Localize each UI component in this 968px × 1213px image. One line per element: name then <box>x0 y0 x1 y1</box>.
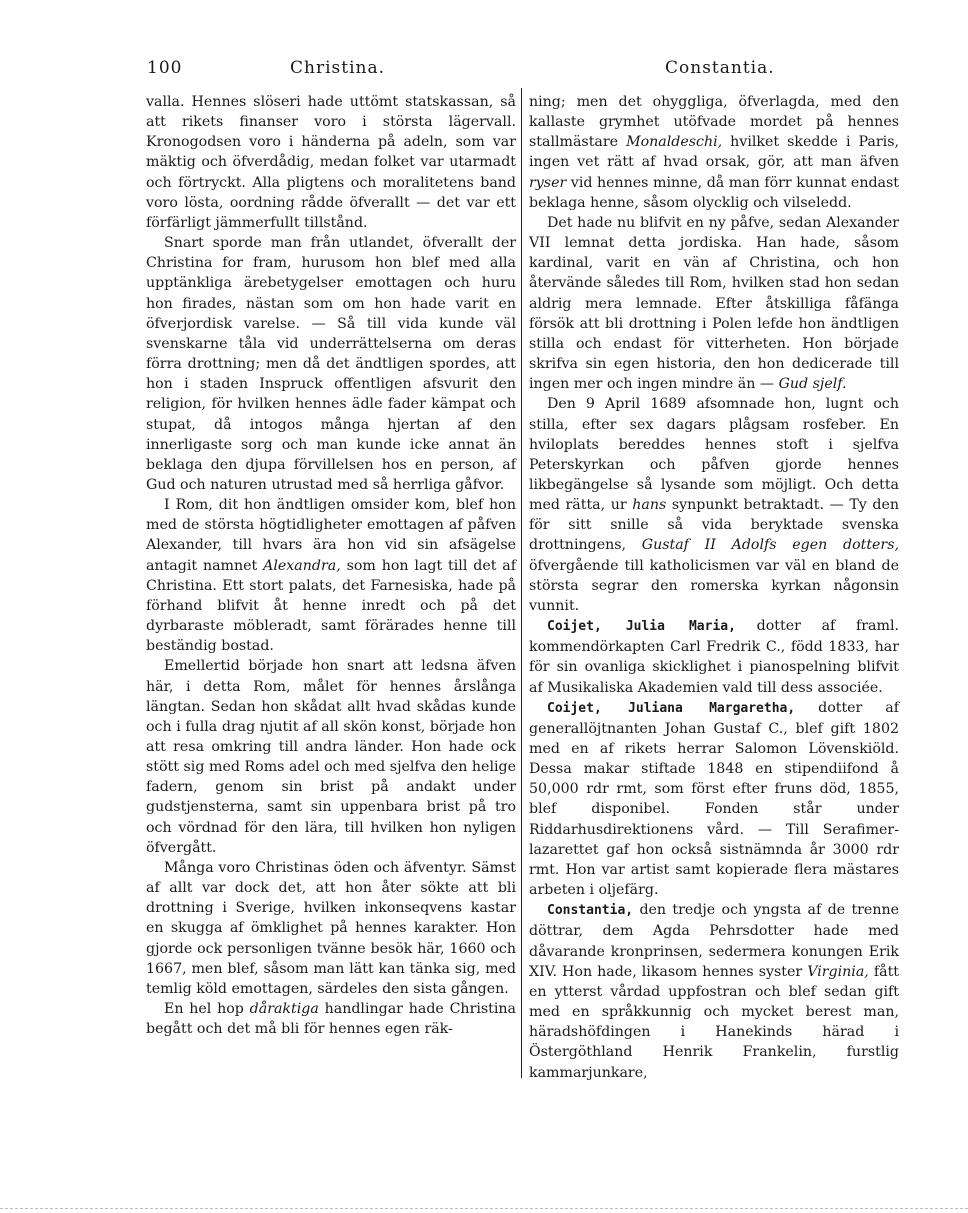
paragraph <box>146 495 516 656</box>
text-run: Många voro Christinas öden och äfventyr. Sämst af allt var dock det, att hon åter sökte att bli drottning i Sverige, hvilken inkonseqvens kastar en skugga af ömklighet på hennes karakter. Hon gjorde ock personligen tvänne besök här, 1660 och 1667, men blef, såsom man lätt kan tänka sig, med temlig köld emottagen, särdeles den sista gången. <box>146 859 516 997</box>
text-run: den tredje och yngsta af de trenne döttrar, dem Agda Pehrsdotter hade med dåvarande kronprinsen, sedermera konungen Erik XIV. Hon hade, likasom hennes syster <box>529 902 899 980</box>
italic-phrase: ryser <box>529 174 567 191</box>
text-run: Snart sporde man från utlandet, öfverallt der Christina for fram, hurusom hon blef med alla upptänkliga ärebetygelser emottagen och huru hon firades, nästan som om hon hade varit en öfverjordisk varelse. — Så till vida kunde väl svenskarne tåla vid underrättelserna om deras förra drottning; men då det ändtligen spordes, att hon i staden Inspruck offentligen afsvurit den religion, för hvilken hennes ädle fader kämpat och stupat, då intogos många hjertan af den innerligaste sorg och man kunde icke annat än beklaga den djupa förvillelsen hos en person, af Gud och naturen utrustad med så herrliga gåfvor. <box>146 235 516 493</box>
page-edge-rule <box>0 1208 968 1210</box>
text-run: som hon lagt till det af Christina. Ett stort palats, det Farnesiska, hade på förhand blifvit åt henne inredt och på det dyrbaraste möbleradt, samt förärades henne till beständig bostad. <box>146 557 516 655</box>
paragraph <box>529 92 899 213</box>
entry-constantia <box>529 900 899 1082</box>
text-run: I Rom, dit hon ändtligen omsider kom, blef hon med de största högtidligheter emottagen af påfven Alexander, till hvars ära hon vid sin afsägelse antagit namnet <box>146 497 516 574</box>
italic-phrase: Gud sjelf. <box>778 376 847 393</box>
italic-phrase: Virginia, <box>807 963 869 980</box>
text-run: Det hade nu blifvit en ny påfve, sedan Alexander VII lemnat detta jordiska. Han hade, såsom kardinal, varit en vän af Christina, och hon återvände således till Rom, hvilken stad hon sedan aldrig mera lemnade. Efter åtskilliga fåfänga försök att bli drottning i Polen lefde hon ändtligen stilla och endast för vitterheten. Hon började skrifva sin egen historia, den hon dedicerade till ingen mer och ingen mindre än — <box>529 214 899 393</box>
running-head-right: Constantia. <box>665 58 775 78</box>
paragraph <box>146 858 516 999</box>
text-run: fått en ytterst vårdad uppfostran och blef sedan gift med en språkkunnig och mycket berest man, häradshöfdingen i Hanekinds härad i Östergöthland Henrik Frankelin, furstlig kammarjunkare, <box>529 963 899 1081</box>
entry-coijet-juliana-margaretha <box>529 698 899 901</box>
paragraph <box>146 999 516 1039</box>
running-head-left: Christina. <box>290 58 385 78</box>
italic-phrase: dåraktiga <box>249 1001 319 1018</box>
paragraph <box>146 233 516 495</box>
italic-phrase: Monaldeschi, <box>626 134 723 151</box>
text-run: dotter af generallöjtnanten Johan Gustaf C., blef gift 1802 med en af rikets herrar Salomon Lövenskiöld. Dessa makar stiftade 1848 en stipendiifond å 50,000 rdr rmt, som först efter fruns död, 1855, blef disponibel. Fonden står under Riddarhusdirektionens vård. — Till Serafimer-lazarettet gaf hon också sistnämnda år 3000 rdr rmt. Hon var artist samt kopierade flera mästares arbeten i oljefärg. <box>529 699 899 899</box>
column-divider <box>521 88 522 1078</box>
text-run: Den 9 April 1689 afsomnade hon, lugnt och stilla, efter sex dagars plågsam rosfeber. En hviloplats bereddes hennes stoft i sjelfva Peterskyrkan och påfven gjorde hennes likbegängelse så lysande som möjligt. Och detta med rätta, ur <box>529 396 899 514</box>
right-text-column <box>529 92 899 1083</box>
entry-headword: Coijet, Julia Maria, <box>547 619 736 635</box>
text-run: dotter af framl. kommendörkapten Carl Fredrik C., född 1833, har för sin ovanliga skicklighet i pianospelning blifvit af Musikaliska Akademien vald till dess associée. <box>529 618 899 696</box>
text-run: handlingar hade Christina begått och det må bli för hennes egen räk- <box>146 1001 516 1038</box>
entry-headword: Coijet, Juliana Margaretha, <box>547 700 796 716</box>
page-number: 100 <box>147 58 183 78</box>
paragraph <box>529 213 899 394</box>
text-run: hvilket skedde i Paris, ingen vet rätt af hvad orsak, gör, att man äfven <box>529 134 899 171</box>
text-run: Emellertid började hon snart att ledsna äfven här, i detta Rom, målet för hennes årslånga längtan. Sedan hon skådat allt hvad skådas kunde och i fulla drag njutit af all skön konst, började hon att resa omkring till andra länder. Hon hade ock stött sig med Roms adel och med sjelfva den helige fadern, genom sin brist på andakt under gudstjensterna, samt sin uppenbara brist på tro och vördnad för den lära, till hvilken hon nyligen öfvergått. <box>146 658 516 856</box>
paragraph <box>146 92 516 233</box>
italic-phrase: hans <box>632 497 667 514</box>
entry-coijet-julia-maria <box>529 616 899 698</box>
italic-phrase: Gustaf II Adolfs egen dotters, <box>641 537 899 554</box>
paragraph <box>146 656 516 858</box>
paragraph <box>529 394 899 616</box>
text-run: öfvergående till katholicismen var väl en bland de största segrar den romerska kyrkan någonsin vunnit. <box>529 557 899 614</box>
italic-phrase: Alexandra, <box>263 557 341 574</box>
left-text-column <box>146 92 516 1039</box>
entry-headword: Constantia, <box>547 903 634 919</box>
text-run: synpunkt betraktadt. — Ty den för sitt snille så vida beryktade svenska drottningens, <box>529 497 899 554</box>
text-run: ning; men det ohyggliga, öfverlagda, med den kallaste grymhet utöfvade mordet på hennes stallmästare <box>529 94 899 151</box>
text-run: valla. Hennes slöseri hade uttömt statskassan, så att rikets finanser voro i största lägervall. Kronogodsen voro i händerna på adeln, som var mäktig och öfverdådig, medan folket var utarmadt och förtryckt. Alla pligtens och moralitetens band voro lösta, oordning rådde öfverallt — det var ett förfärligt jämmerfullt tillstånd. <box>146 94 516 231</box>
text-run: En hel hop <box>164 1001 250 1018</box>
text-run: vid hennes minne, då man förr kunnat endast beklaga henne, såsom olycklig och vilseledd. <box>529 174 899 211</box>
